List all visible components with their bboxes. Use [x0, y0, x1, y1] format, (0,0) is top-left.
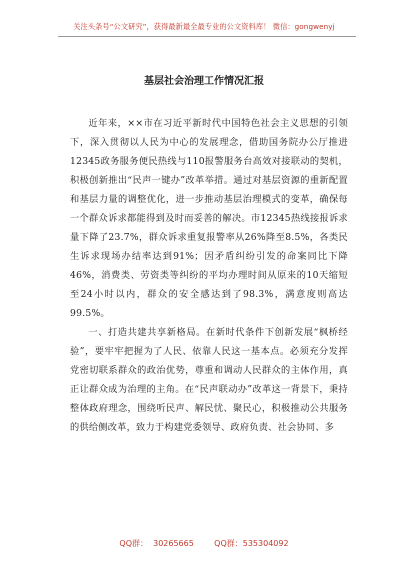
header-divider	[58, 36, 356, 37]
document-title: 基层社会治理工作情况汇报	[144, 76, 264, 87]
document-body	[70, 114, 348, 437]
paragraph-intro: 近年来，××市在习近平新时代中国特色社会主义思想的引领下，深入贯彻以人民为中心的发展理念，借助国务院办公厅推进12345政务服务便民热线与110报警服务台高效对接联动的契机，积极创新推出“民声一键办”改革举措。通过对基层资源的重新配置和基层力量的调整优化，进一步推动基层治理模式的变革，确保每一个群众诉求都能得到及时而妥善的解决。市12345热线接报诉求量下降了23.7%，群众诉求重复报警率从26%降至8.5%，各类民生诉求现场办结率达到91%；因矛盾纠纷引发的命案同比下降46%，消费类、劳资类等纠纷的平均办理时间从原来的10天缩短至24小时以内，群众的安全感达到了98.3%，满意度则高达99.5%。	[70, 118, 348, 319]
footer-contact: QQ群： 30265665 QQ群：535304092	[119, 539, 289, 548]
paragraph-section-1: 一、打造共建共享新格局。在新时代条件下创新发展“枫桥经验”，要牢牢把握为了人民、依靠人民这一基本点。必须充分发挥党密切联系群众的政治优势，尊重和调动人民群众的主体作用，真正让群众成为治理的主角。在“民声联动办”改革这一背景下，秉持整体政府理念，围绕听民声、解民忧、聚民心，积极推动公共服务的供给侧改革，致力于构建党委领导、政府负责、社会协同、多	[70, 327, 348, 433]
header-banner: 关注头条号“公文研究”，获得最新最全最专业的公文资料库！ 微信：gongwenyj	[73, 22, 335, 31]
